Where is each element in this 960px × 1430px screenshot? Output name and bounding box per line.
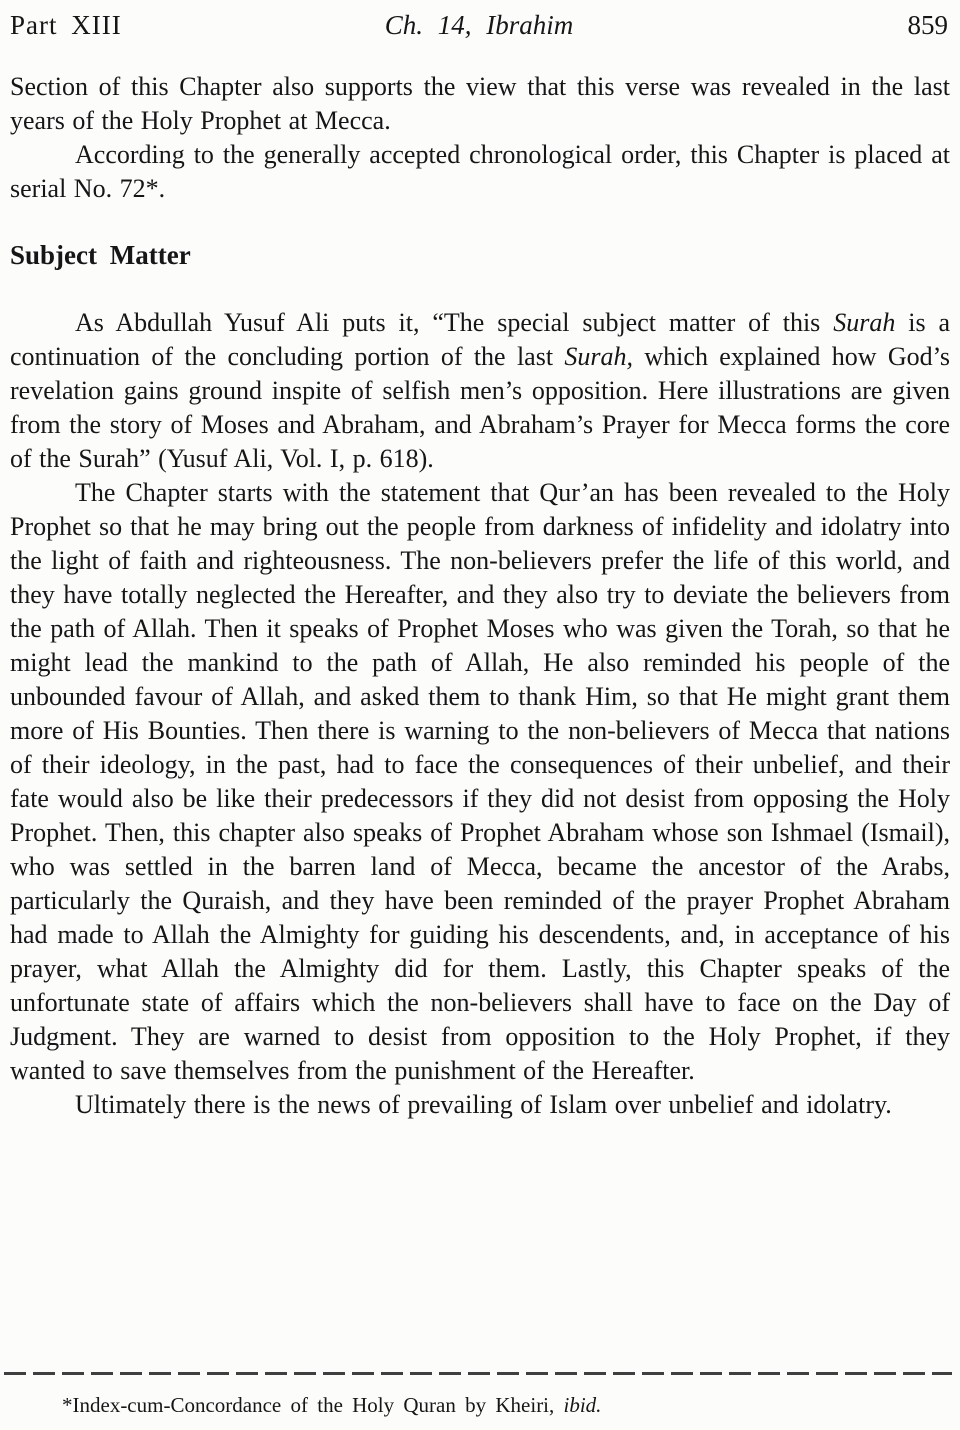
text-run: Ultimately there is the news of prevailing of Islam over unbelief and idolatry. xyxy=(75,1090,892,1119)
page-footer xyxy=(0,1372,960,1418)
section-heading: Subject Matter xyxy=(10,240,191,270)
header-page-number: 859 xyxy=(907,10,948,40)
italic-text-run: Surah, xyxy=(564,342,634,371)
footnote-separator-line xyxy=(4,1372,952,1375)
text-run: Section of this Chapter also supports the view that this verse was revealed in the last years of the Holy Prophet at Mecca. xyxy=(10,72,950,135)
header-chapter-title: Ch. 14, Ibrahim xyxy=(384,10,574,40)
italic-text-run: Surah xyxy=(833,308,896,337)
header-part-label: Part XIII xyxy=(10,10,122,40)
text-run: which explained how God’s revelation gains ground inspite of selfish men’s opposition. Here illustrations are given from the story of Moses and Abraham, and Abraham’s Prayer for Mecca forms the core of the Surah” (Yusuf Ali, Vol. I, p. 618). xyxy=(10,342,950,473)
document-body xyxy=(10,70,950,1122)
italic-text-run: ibid. xyxy=(563,1393,602,1417)
page-header xyxy=(0,0,960,42)
text-run: *Index-cum-Concordance of the Holy Quran by Kheiri, xyxy=(62,1393,564,1417)
footnote-text xyxy=(0,1392,960,1418)
paragraph xyxy=(10,476,950,1088)
paragraph xyxy=(10,1088,950,1122)
paragraph xyxy=(10,306,950,476)
text-run: is a continuation of the concluding portion of the last xyxy=(10,308,951,371)
paragraph xyxy=(10,70,950,138)
text-run: The Chapter starts with the statement that Qur’an has been revealed to the Holy Prophet so that he may bring out the people from darkness of infidelity and idolatry into the light of faith and righteousness. The non-believers prefer the life of this world, and they have totally neglected the Hereafter, and they also try to deviate the believers from the path of Allah. Then it speaks of Prophet Moses who was given the Torah, so that he might lead the mankind to the path of Allah, He also reminded his people of the unbounded favour of Allah, and asked them to thank Him, so that He might grant them more of His Bounties. Then there is warning to the non-believers of Mecca that nations of their ideology, in the past, had to face the consequences of their unbelief, and their fate would also be like their predecessors if they did not desist from opposing the Holy Prophet. Then, this chapter also speaks of Prophet Abraham whose son Ishmael (Ismail), who was settled in the barren land of Mecca, became the ancestor of the Arabs, particularly the Quraish, and they have been reminded of the prayer Prophet Abraham had made to Allah the Almighty for guiding his descendents, and, in acceptance of his prayer, what Allah the Almighty did for them. Lastly, this Chapter speaks of the unfortunate state of affairs which the non-believers shall have to face on the Day of Judgment. They are warned to desist from opposition to the Holy Prophet, if they wanted to save themselves from the punishment of the Hereafter. xyxy=(10,478,950,1085)
paragraph xyxy=(10,138,950,206)
text-run: According to the generally accepted chronological order, this Chapter is placed at serial No. 72*. xyxy=(10,140,950,203)
text-run: As Abdullah Yusuf Ali puts it, “The special subject matter of this xyxy=(75,308,834,337)
